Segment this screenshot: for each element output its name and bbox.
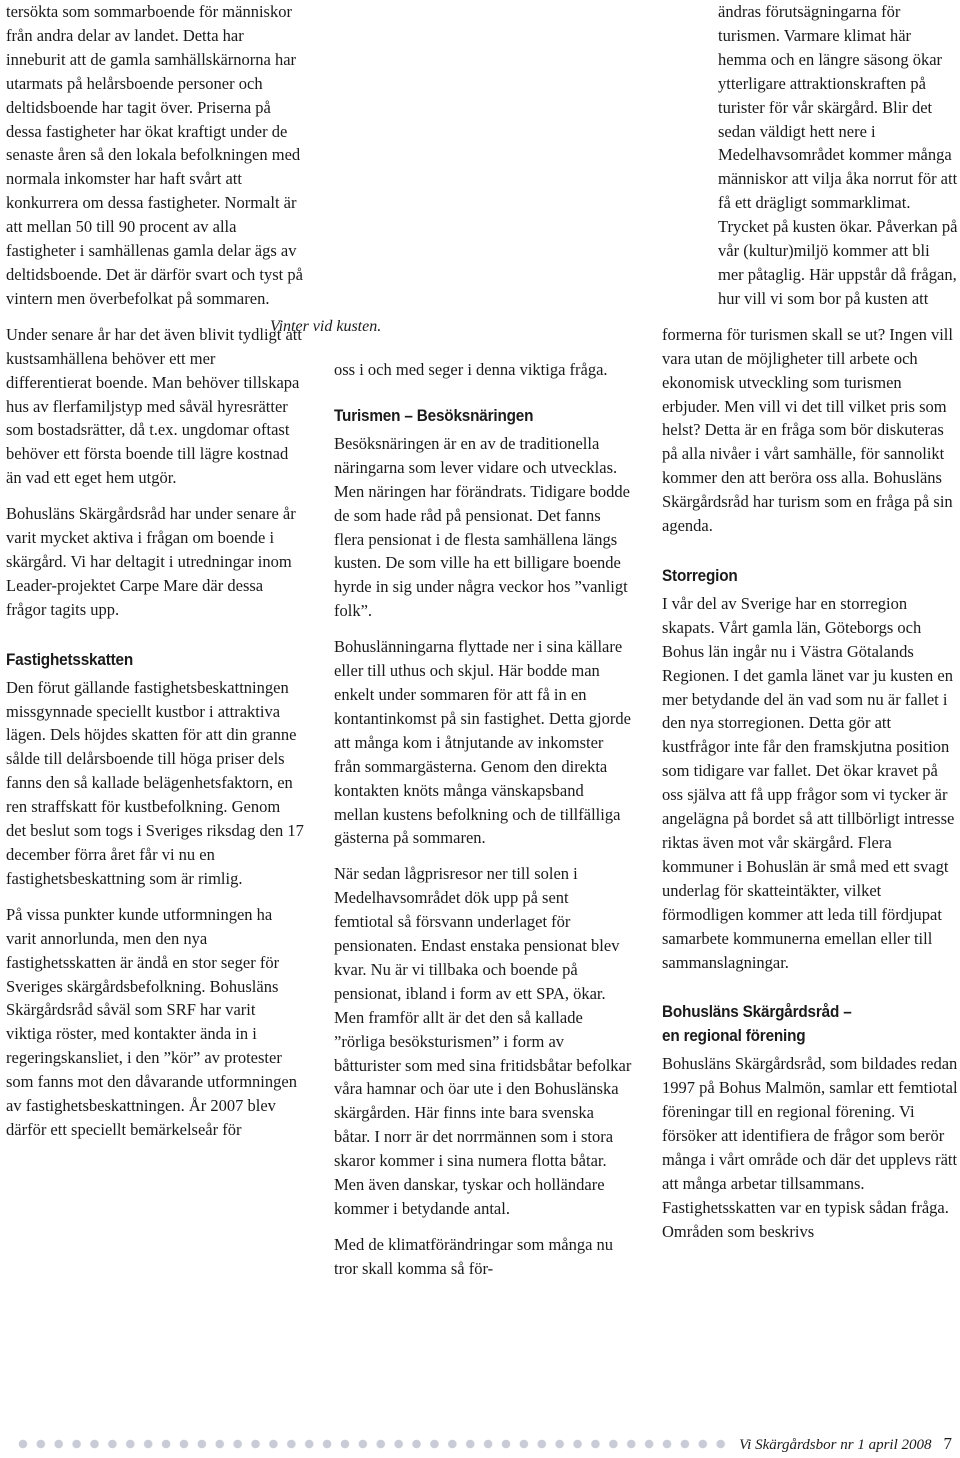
paragraph: oss i och med seger i denna viktiga fråga. bbox=[334, 360, 608, 379]
page-footer bbox=[739, 1434, 952, 1454]
column-right bbox=[662, 0, 958, 1244]
publication-name: Vi Skärgårdsbor nr 1 april 2008 bbox=[739, 1437, 932, 1453]
paragraph: I vår del av Sverige har en storregion skapats. Vårt gamla län, Göteborgs och Bohus län ingår nu i Västra Götalands Regionen. I det gamla länet var ju kusten en mer betydande del än vad som nu är fallet i den nya storregionen. Detta gör att kustfrågor inte får den framskjutna position som tidigare var fallet. Det ökar kravet på oss själva att få upp frågor som vi tycker är angelägna på bordet så att tillbörligt intresse riktas även mot vår skärgård. Flera kommuner i Bohuslän är små med ett svagt underlag för skatteintäkter, vilket förmodligen kommer att leda till fördjupat samarbete kommunerna emellan eller till sammanslagningar. bbox=[662, 593, 955, 972]
paragraph-group bbox=[662, 0, 958, 538]
paragraph: När sedan lågprisresor ner till solen i Medelhavsområdet dök upp på sent femtiotal så försvann underlaget för pensionaten. Endast enstaka pensionat blev kvar. Nu är vi tillbaka och boende på pensionat, ibland i form av ett SPA, ökar. Men framför allt är det den så kallade ”rörliga besöksturismen” i form av båtturister som med sina fritidsbåtar befolkar våra hamnar och öar ute i den Bohuslänska skärgården. Här finns inte bara svenska båtar. I norr är det norrmännen som i stora skaror kommer i sina numera flotta båtar. Men även danskar, tyskar och holländare kommer i betydande antal. bbox=[334, 864, 632, 1218]
page-number: 7 bbox=[943, 1434, 952, 1453]
paragraph: Bohusläns Skärgårdsråd har under senare år varit mycket aktiva i frågan om boende i skärgård. Vi har deltagit i utredningar inom Leader-projektet Carpe Mare där dessa frågor tagits upp. bbox=[6, 504, 296, 619]
paragraph: Bohuslänningarna flyttade ner i sina källare eller till uthus och skjul. Här bodde man enkelt under sommaren för att få in en kontantinkomst på sin fastighet. Detta gjorde att många kom i åtnjutande av inkomster från sommargästerna. Genom den direkta kontakten knöts många vänskapsband mellan kustens befolkning och de tillfälliga gästerna på sommaren. bbox=[334, 637, 631, 848]
paragraph: På vissa punkter kunde utformningen ha varit annorlunda, men den nya fastighetsskatten är ändå en stor seger för Sveriges skärgårdsbefolkning. Bohusläns Skärgårdsråd såväl som SRF har varit viktiga röster, med kontakter ända in i regeringskansliet, i den ”kör” av protester som fanns mot den dåvarande utformningen av fastighetsbeskattningen. År 2007 blev därför ett speciellt bemärkelseår för bbox=[6, 904, 297, 1139]
paragraph: ändras förutsägningarna för turismen. Varmare klimat här hemma och en längre säsong ökar ytterligare attraktionskraften på turister för vår skärgård. Blir det sedan väldigt hett nere i Medelhavsområdet kommer många människor att vilja åka norrut för att få ett drägligt sommarklimat. Trycket på kusten ökar. Påverkan på vår (kultur)miljö kommer att bli mer påtaglig. Här uppstår då frågan, hur vill vi som bor på kusten att bbox=[718, 2, 958, 308]
paragraph: Besöksnäringen är en av de traditionella näringarna som lever vidare och utvecklas. Men näringen har förändrats. Tidigare bodde de som hade råd på pensionat. Det fanns flera pensionat i de flesta samhällena längs kusten. De som ville ha ett billigare boende hyrde in sig under några veckor hos ”vanligt folk”. bbox=[334, 433, 631, 621]
heading-line: en regional förening bbox=[662, 1026, 806, 1046]
section-heading-bohuslans-skargardsrad bbox=[662, 1000, 928, 1048]
photo-caption: Vinter vid kusten. bbox=[270, 318, 382, 335]
paragraph: Under senare år har det även blivit tydligt att kustsamhällena behöver ett mer differentierat boende. Man behöver tillskapa hus av flerfamiljstyp med såväl hyresrätter som bostadsrätter, då t.ex. ungdomar oftast behöver ett första boende till lägre kostnad än vad ett eget hem utgör. bbox=[6, 324, 302, 488]
paragraph: Med de klimatförändringar som många nu tror skall komma så för- bbox=[334, 1234, 614, 1278]
paragraph: tersökta som sommarboende för människor från andra delar av landet. Detta har inneburit att de gamla samhällskärnorna har utarmats på helårsboende personer och deltidsboende har tagit över. Priserna på dessa fastigheter har ökat kraftigt under de senaste åren så den lokala befolkningen med normala inkomster har haft svårt att konkurrera om dessa fastigheter. Normalt är att mellan 50 till 90 procent av alla fastigheter i samhällenas gamla delar ägs av deltidsboende. Det är därför svart och tyst på vintern men överbefolkat på sommaren. bbox=[6, 2, 303, 308]
section-heading-turismen: Turismen – Besöksnäringen bbox=[334, 405, 534, 425]
section-heading-storregion: Storregion bbox=[662, 565, 738, 585]
section-heading-fastighetsskatten: Fastighetsskatten bbox=[6, 649, 134, 669]
paragraph: Bohusläns Skärgårdsråd, som bildades redan 1997 på Bohus Malmön, samlar ett femtiotal föreningar till en regional förening. Vi försöker att identifiera de frågor som berör många i vårt område och där det upplevs rätt att många arbetar tillsammans. Fastighetsskatten var en typisk sådan fråga. Områden som beskrivs bbox=[662, 1054, 958, 1241]
column-left bbox=[6, 0, 304, 1142]
paragraph: Den förut gällande fastighetsbeskattningen missgynnade speciellt kustbor i attraktiva lägen. Dels höjdes skatten för att din granne sålde till delårsboende till höga priser dels fanns den så kallade belägenhetsfaktorn, en ren straffskatt för kustbefolkning. Genom det beslut som togs i Sveriges riksdag den 17 december förra året får vi nu en fastighetsbeskattning som är rimlig. bbox=[6, 677, 304, 888]
column-middle bbox=[334, 358, 632, 1281]
paragraph: formerna för turismen skall se ut? Ingen vill vara utan de möjligheter till arbete och ekonomisk utveckling som turismen erbjuder. Men vill vi det till vilket pris som helst? Detta är en fråga som bör diskuteras på alla nivåer i vårt samhälle, för sannolikt kommer den att beröra oss alla. Bohusläns Skärgårdsråd har turism som en fråga på sin agenda. bbox=[662, 324, 953, 536]
footer-dot-rule bbox=[14, 1437, 732, 1451]
heading-line: Bohusläns Skärgårdsråd – bbox=[662, 1002, 852, 1022]
